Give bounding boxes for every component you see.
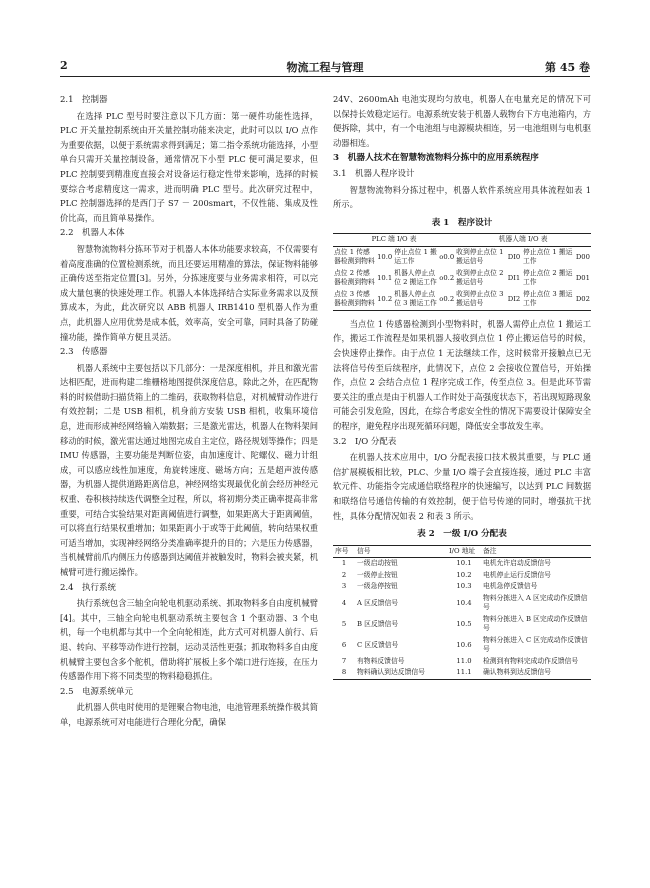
table-cell: 一级急停按钮 bbox=[357, 582, 398, 591]
table-row bbox=[333, 268, 591, 289]
table-cell: 6 bbox=[341, 640, 347, 649]
table-cell: 10.5 bbox=[456, 619, 472, 628]
table-header: I/O 地址 bbox=[447, 545, 481, 558]
table-cell: 一级启动按钮 bbox=[357, 559, 398, 568]
table-cell: 停止点位 1 搬运工作 bbox=[394, 247, 437, 266]
section-title: 2.4 执行系统 bbox=[60, 582, 117, 593]
running-header bbox=[60, 56, 590, 77]
table-row bbox=[333, 635, 591, 656]
left-column bbox=[60, 92, 318, 730]
table-cell: 4 bbox=[341, 598, 347, 607]
paragraph: 执行系统包含三轴全向轮电机驱动系统、抓取物料多自由度机械臂[4]。其中，三轴全向轮电机驱动系统主要包含 1 个驱动器、3 个电机，每一个电机都与其中一个全向轮相连，此方式可对机器人前行、后退、转向、平移等动作进行控制，运动灵活性更强；抓取物料多自由度机械臂主要包含多个舵机，借助将扩展板上多个端口进行连接，在压力传感器作用下将不同类型的物料稳稳抓住。 bbox=[60, 598, 318, 682]
table-cell: 有物料反馈信号 bbox=[357, 656, 405, 665]
table-row bbox=[333, 614, 591, 635]
table-cell: 1 bbox=[341, 559, 347, 568]
table-row bbox=[333, 558, 591, 570]
table-cell: 一级停止按钮 bbox=[357, 570, 398, 579]
table-caption: 表 1 程序设计 bbox=[431, 217, 493, 228]
table-row bbox=[333, 593, 591, 614]
table-cell: 5 bbox=[341, 619, 347, 628]
table-cell: 10.1 bbox=[456, 559, 472, 568]
table-row bbox=[333, 570, 591, 582]
table-cell: 停止点位 1 搬运工作 bbox=[522, 247, 573, 266]
table-cell: DI1 bbox=[507, 273, 521, 282]
table-cell: 物料确认到达反馈信号 bbox=[357, 668, 425, 677]
table-cell: 确认物料到达反馈信号 bbox=[483, 668, 551, 677]
section-title: 2.3 传感器 bbox=[60, 347, 108, 358]
table-cell: 收到停止点位 1 搬运信号 bbox=[456, 247, 504, 266]
table-cell: 点位 3 传感器检测到物料 bbox=[334, 289, 375, 308]
section-title: 3.1 机器人程序设计 bbox=[333, 168, 415, 179]
table-cell: 2 bbox=[341, 570, 347, 579]
table-cell: 收到停止点位 2 搬运信号 bbox=[456, 268, 504, 287]
right-column bbox=[333, 92, 591, 680]
table-cell: 点位 1 传感器检测到物料 bbox=[334, 247, 375, 266]
table-cell: DI2 bbox=[507, 294, 521, 303]
volume-label: 第 45 卷 bbox=[545, 61, 590, 74]
table-cell: 机器人停止点位 2 搬运工作 bbox=[394, 268, 437, 287]
table-cell: o0.2 bbox=[439, 273, 455, 282]
table-cell: 点位 2 传感器检测到物料 bbox=[334, 268, 375, 287]
section-title: 2.5 电源系统单元 bbox=[60, 686, 134, 697]
table-header: 机器人端 I/O 表 bbox=[455, 234, 591, 247]
table-cell: D02 bbox=[575, 294, 590, 303]
program-design-table bbox=[333, 233, 591, 311]
journal-title: 物流工程与管理 bbox=[286, 61, 364, 74]
section-title: 2.2 机器人本体 bbox=[60, 228, 125, 239]
table-cell: DI0 bbox=[507, 252, 521, 261]
table-row bbox=[333, 246, 591, 268]
paragraph: 24V、2600mAh 电池实现均匀放电，机器人在电量充足的情况下可以保持长效稳定运行。电源系统安装于机器人载物台下方电池箱内，方便拆除，其中，有一个电池组与电源模块相连，另一电池组则与电机驱动器相连。 bbox=[333, 94, 591, 148]
table-header: 信号 bbox=[355, 545, 447, 558]
paragraph: 当点位 1 传感器检测到小型物料时，机器人需停止点位 1 搬运工作，搬运工作流程是如果机器人接收到点位 1 停止搬运信号的时候，会快速停止操作。由于点位 1 无法继续工作，这时候常开接触点已无法将信号传至后续程序，此情况下，点位 2 会接收位置信号，开始操作，点位 2 会结合点位 1 程序完成工作，传至点位 3。但是此环节需要关注的重点是由于机器人工作时处于高强度状态下，若出现短路现象可能会引发危险，因此，在综合考虑安全性的情况下需要设计保障安全的程序，避免程序出现死循环问题，降低安全事故发生率。 bbox=[333, 318, 591, 431]
table-cell: 10.4 bbox=[456, 598, 472, 607]
table-cell: D00 bbox=[575, 252, 590, 261]
io-allocation-table bbox=[333, 545, 591, 680]
paragraph: 在机器人技术应用中，I/O 分配表接口技术极其重要，与 PLC 通信扩展模板相比较，PLC、少量 I/O 端子会直接连接，通过 PLC 丰富软元件、功能指令完成通信联络程序的快速编写，以达到 PLC 间数据和联络信号通信传输的有效控制，便于信号传递的同时，增强抗干扰性，具体分配情况如表 2 和表 3 所示。 bbox=[333, 452, 591, 521]
table-cell: 8 bbox=[341, 668, 347, 677]
section-title: 2.1 控制器 bbox=[60, 95, 108, 105]
table-cell: 电机急停反馈信号 bbox=[483, 582, 538, 591]
table-header: 序号 bbox=[333, 545, 355, 558]
table-row bbox=[333, 656, 591, 668]
paragraph: 在选择 PLC 型号时要注意以下几方面：第一硬件功能性选择，PLC 开关量控制系统由开关量控制功能来决定，此时可以以 I/O 点作为重要依据，以便于系统需求得到满足；第二指令系统功能选择，小型单台只需开关量控制设备，通常情况下小型 PLC 便可满足要求，但 PLC 控制要到精准度直接会对设备运行稳定性带来影响，选择的时候要综合考虑精度这一需求，进而明确 PLC 型号。此次研究过程中，PLC 控制器选择的是西门子 S7 － 200smart，不仅性能、集成及性价比高，而且简单易操作。 bbox=[60, 110, 318, 223]
table-cell: o0.0 bbox=[439, 252, 455, 261]
table-header: PLC 端 I/O 表 bbox=[333, 234, 455, 247]
table-cell: 电机允许启动反馈信号 bbox=[483, 559, 551, 568]
table-cell: 机器人停止点位 3 搬运工作 bbox=[394, 289, 437, 308]
table-header: 备注 bbox=[481, 545, 591, 558]
table-cell: o0.2 bbox=[439, 294, 455, 303]
table-cell: 10.2 bbox=[377, 294, 393, 303]
table-row bbox=[333, 581, 591, 593]
table-cell: 10.1 bbox=[377, 273, 393, 282]
table-cell: 停止点位 2 搬运工作 bbox=[522, 268, 573, 287]
paragraph: 此机器人供电时使用的是锂聚合物电池，电池管理系统操作极其简单，电源系统可对电能进行合理化分配，确保 bbox=[60, 702, 318, 727]
table-cell: D01 bbox=[575, 273, 590, 282]
paragraph: 智慧物流物料分拣环节对于机器人本体功能要求较高，不仅需要有着高度准确的位置检测系统，而且还要运用精准的算法，保证物料能够正确传送至指定位置[3]。另外，分拣速度要与业务需求相符，可以完成大量包裹的快速处理工作。机器人本体选择结合实际业务需求以及预算成本，为此，此次研究以 ABB 机器人 IRB1410 型机器人作为重点，此机器人应用优势是成本低，效率高，安全可靠，同时具备了防碰撞功能，操作简单方便且灵活。 bbox=[60, 243, 318, 342]
section-title: 3.2 I/O 分配表 bbox=[333, 436, 397, 447]
table-cell: C 区反馈信号 bbox=[357, 640, 399, 649]
table-cell: A 区反馈信号 bbox=[357, 598, 399, 607]
table-cell: 停止点位 3 搬运工作 bbox=[522, 289, 573, 308]
table-cell: 11.1 bbox=[456, 668, 472, 677]
table-cell: 物料分拣进入 C 区完成动作反馈信号 bbox=[483, 635, 588, 654]
table-cell: 3 bbox=[341, 582, 347, 591]
table-cell: 10.6 bbox=[456, 640, 472, 649]
table-cell: 物料分拣进入 A 区完成动作反馈信号 bbox=[483, 593, 588, 612]
table-cell: 检测到有物料完成动作反馈信号 bbox=[483, 656, 579, 665]
table-cell: 10.0 bbox=[377, 252, 393, 261]
table-cell: 电机停止运行反馈信号 bbox=[483, 570, 551, 579]
table-cell: 物料分拣进入 B 区完成动作反馈信号 bbox=[483, 614, 588, 633]
paragraph: 机器人系统中主要包括以下几部分：一是深度相机，并且和激光雷达相匹配，进而构建二维栅格地图提供深度信息，除此之外，在匹配物料的时候借助扫描货箱上的二维码，获取物料信息，对机械臂动作进行有效控制；二是 USB 相机，机身前方安装 USB 相机，收集环境信息，进而形成神经网络输入端数据；三是激光雷达，机器人在物料架间移动的时候，激光雷达通过地图完成自主定位，路径规划等操作；四是 IMU 传感器，主要功能是判断位姿，由加速度计、陀螺仪、磁力计组成，可以感应线性加速度，角旋转速度、磁场方向；五是超声波传感器，为机器人提供道路距离信息，神经网络实现最优化前会经历神经元权重、卷积核持续迭代调整全过程，所以，将初期分类正确率提高非常重要，可结合实验结果对距离阈值进行调整，如果距离大于距离阈值，可以将直行结果权重增加；如果距离小于或等于此阈值，转向结果权重可适当增加，实现神经网络分类准确率提升的目的；六是压力传感器，当机械臂前爪内侧压力传感器到达阈值并被触发时，物料会被夹紧，机械臂可进行搬运操作。 bbox=[60, 362, 318, 577]
table-cell: 10.2 bbox=[456, 570, 472, 579]
paragraph: 智慧物流物料分拣过程中，机器人软件系统应用具体流程如表 1 所示。 bbox=[333, 184, 591, 210]
section-title: 3 机器人技术在智慧物流物料分拣中的应用系统程序 bbox=[333, 153, 539, 164]
table-caption: 表 2 一级 I/O 分配表 bbox=[417, 529, 507, 540]
table-header-row bbox=[333, 545, 591, 558]
page-number: 2 bbox=[60, 59, 68, 72]
table-cell: 收到停止点位 3 搬运信号 bbox=[456, 289, 504, 308]
table-row bbox=[333, 667, 591, 679]
table-row bbox=[333, 289, 591, 311]
table-cell: 11.0 bbox=[456, 656, 472, 665]
table-cell: 7 bbox=[341, 656, 347, 665]
table-cell: B 区反馈信号 bbox=[357, 619, 399, 628]
table-cell: 10.3 bbox=[456, 582, 472, 591]
